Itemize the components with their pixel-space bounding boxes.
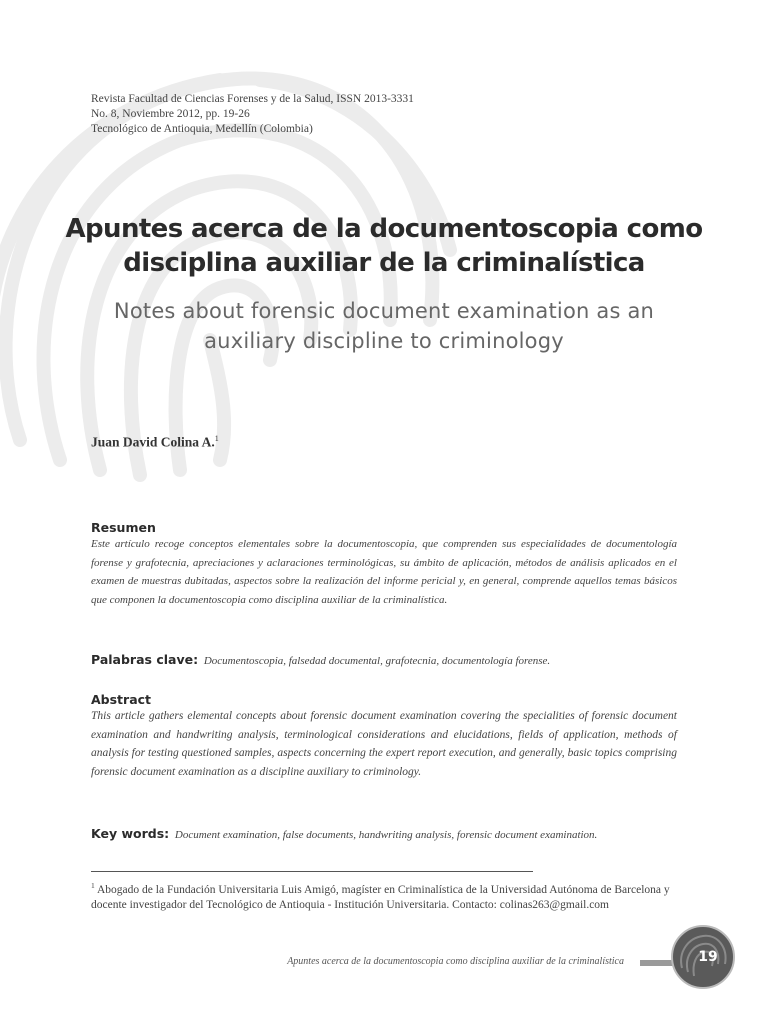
abstract-heading: Abstract <box>91 692 152 707</box>
palabras-clave-label: Palabras clave: <box>91 652 199 667</box>
resumen-text: Este artículo recoge conceptos elementales sobre la documentoscopia, que comprenden sus especialidades de documentología forense y grafotecnia, apreciaciones y aclaraciones terminológicas, su ámbito de aplicación, métodos de análisis aplicados en el examen de muestras dubitadas, aspectos sobre la realización del informe pericial y, en general, comprende aquellos temas básicos que componen la documentoscopia como disciplina auxiliar de la criminalística. <box>91 538 677 606</box>
title-spanish-line1: Apuntes acerca de la documentoscopia como <box>65 214 703 244</box>
footnote-mark: 1 <box>91 881 95 890</box>
footer-bar <box>640 960 674 966</box>
keywords-label: Key words: <box>91 826 170 841</box>
keywords <box>91 826 677 841</box>
keywords-text: Document examination, false documents, handwriting analysis, forensic document examination. <box>174 829 598 841</box>
journal-header <box>91 92 414 137</box>
palabras-clave <box>91 652 677 667</box>
resumen-section <box>91 520 677 609</box>
author <box>91 434 219 451</box>
title-english-line1: Notes about forensic document examination as an <box>113 299 655 323</box>
footnote-divider <box>91 871 533 872</box>
abstract-section <box>91 692 677 781</box>
title-block <box>40 212 728 356</box>
journal-name: Revista Facultad de Ciencias Forenses y de la Salud, ISSN 2013-3331 <box>91 93 414 105</box>
page-number: 19 <box>698 949 718 965</box>
running-footer-title: Apuntes acerca de la documentoscopia como disciplina auxiliar de la criminalística <box>287 956 624 967</box>
abstract-text: This article gathers elemental concepts about forensic document examination covering the specialities of forensic document examination and handwriting analysis, terminological considerations and elucidations, fields of application, methods of analysis for testing questioned samples, aspects concerning the expert report execution, and generally, basic topics comprising forensic document examination as a discipline auxiliary to criminology. <box>91 710 677 778</box>
palabras-clave-text: Documentoscopia, falsedad documental, grafotecnia, documentología forense. <box>203 655 551 667</box>
title-spanish-line2: disciplina auxiliar de la criminalística <box>123 248 645 278</box>
title-english <box>40 296 728 356</box>
journal-institution: Tecnológico de Antioquia, Medellín (Colombia) <box>91 123 313 135</box>
resumen-heading: Resumen <box>91 520 156 535</box>
title-spanish <box>40 212 728 280</box>
footnote <box>91 878 677 913</box>
author-footnote-mark[interactable]: 1 <box>214 434 219 443</box>
footnote-text: Abogado de la Fundación Universitaria Luis Amigó, magíster en Criminalística de la Universidad Autónoma de Barcelona y docente investigador del Tecnológico de Antioquia - Institución Universitaria. Contacto: colinas263@gmail.com <box>91 883 670 911</box>
title-english-line2: auxiliary discipline to criminology <box>204 329 564 353</box>
journal-issue: No. 8, Noviembre 2012, pp. 19-26 <box>91 108 250 120</box>
author-name: Juan David Colina A. <box>91 434 215 450</box>
